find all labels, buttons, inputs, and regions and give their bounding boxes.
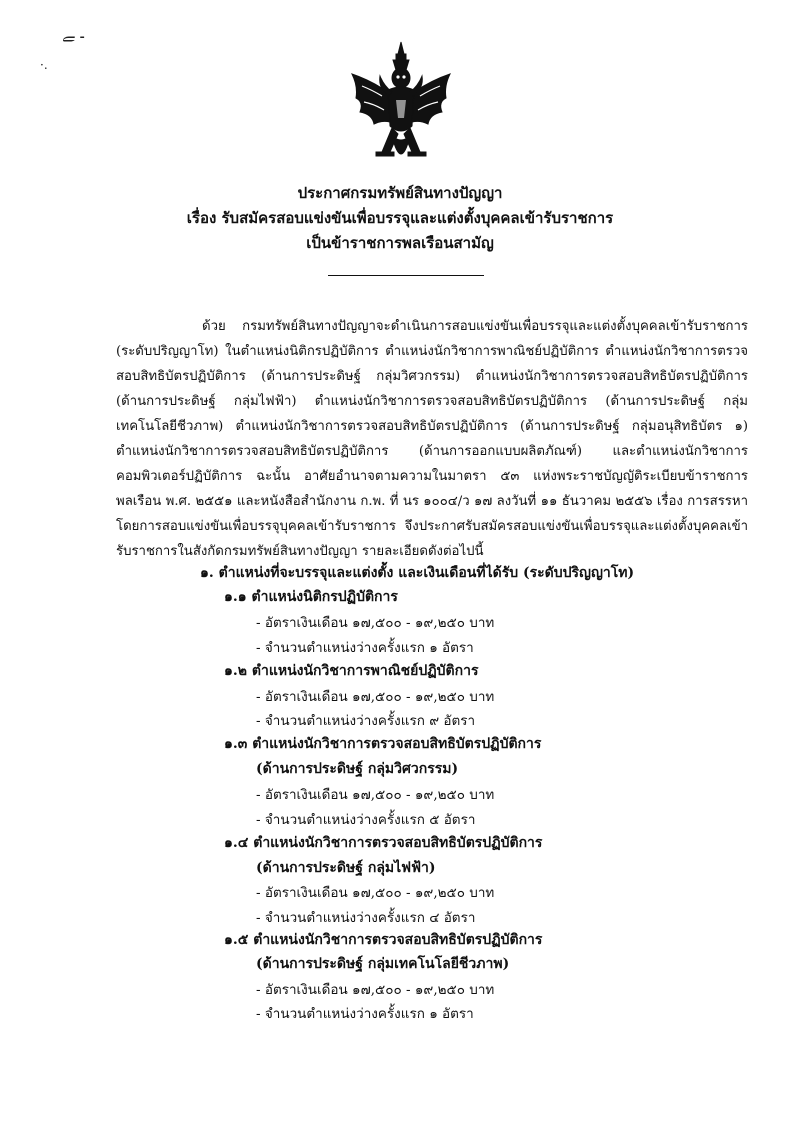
position-1-2-vacancy: - จำนวนตำแหน่งว่างครั้งแรก ๙ อัตรา <box>256 713 476 729</box>
position-1-5-subtitle: (ด้านการประดิษฐ์ กลุ่มเทคโนโลยีชีวภาพ) <box>256 956 510 972</box>
position-1-4-vacancy: - จำนวนตำแหน่งว่างครั้งแรก ๔ อัตรา <box>256 910 476 926</box>
position-1-3-title: ๑.๓ ตำแหน่งนักวิชาการตรวจสอบสิทธิบัตรปฏิบัติการ <box>224 736 542 752</box>
section-1-title: ๑. ตำแหน่งที่จะบรรจุและแต่งตั้ง และเงินเดือนที่ได้รับ (ระดับปริญญาโท) <box>200 565 635 581</box>
announcement-header <box>100 181 700 256</box>
scan-dot: ·. <box>40 58 48 72</box>
position-1-1-title: ๑.๑ ตำแหน่งนิติกรปฏิบัติการ <box>224 589 398 605</box>
header-line-2: เรื่อง รับสมัครสอบแข่งขันเพื่อบรรจุและแต่งตั้งบุคคลเข้ารับราชการ <box>186 209 614 227</box>
position-1-3-subtitle: (ด้านการประดิษฐ์ กลุ่มวิศวกรรม) <box>256 761 459 777</box>
garuda-emblem-icon <box>342 40 460 176</box>
position-1-5-salary: - อัตราเงินเดือน ๑๗,๕๐๐ - ๑๙,๒๕๐ บาท <box>256 982 495 998</box>
position-1-5-vacancy: - จำนวนตำแหน่งว่างครั้งแรก ๑ อัตรา <box>256 1006 474 1022</box>
position-1-1-vacancy: - จำนวนตำแหน่งว่างครั้งแรก ๑ อัตรา <box>256 640 474 656</box>
position-1-4-salary: - อัตราเงินเดือน ๑๗,๕๐๐ - ๑๙,๒๕๐ บาท <box>256 885 495 901</box>
body-paragraph: ด้วย กรมทรัพย์สินทางปัญญาจะดำเนินการสอบแข่งขันเพื่อบรรจุและแต่งตั้งบุคคลเข้ารับราชการ (ระดับปริญญาโท) ในตำแหน่งนิติกรปฏิบัติการ ตำแหน่งนักวิชาการพาณิชย์ปฏิบัติการ ตำแหน่งนักวิชาการตรวจสอบสิทธิบัตรปฏิบัติการ (ด้านการประดิษฐ์ กลุ่มวิศวกรรม) ตำแหน่งนักวิชาการตรวจสอบสิทธิบัตรปฏิบัติการ (ด้านการประดิษฐ์ กลุ่มไฟฟ้า) ตำแหน่งนักวิชาการตรวจสอบสิทธิบัตรปฏิบัติการ (ด้านการประดิษฐ์ กลุ่มเทคโนโลยีชีวภาพ) ตำแหน่งนักวิชาการตรวจสอบสิทธิบัตรปฏิบัติการ (ด้านการประดิษฐ์ กลุ่มอนุสิทธิบัตร ๑) ตำแหน่งนักวิชาการตรวจสอบสิทธิบัตรปฏิบัติการ (ด้านการออกแบบผลิตภัณฑ์) และตำแหน่งนักวิชาการคอมพิวเตอร์ปฏิบัติการ ฉะนั้น อาศัยอำนาจตามความในมาตรา ๕๓ แห่งพระราชบัญญัติระเบียบข้าราชการพลเรือน พ.ศ. ๒๕๕๑ และหนังสือสำนักงาน ก.พ. ที่ นร ๑๐๐๔/ว ๑๗ ลงวันที่ ๑๑ ธันวาคม ๒๕๕๖ เรื่อง การสรรหาโดยการสอบแข่งขันเพื่อบรรจุบุคคลเข้ารับราชการ จึงประกาศรับสมัครสอบแข่งขันเพื่อบรรจุและแต่งตั้งบุคคลเข้ารับราชการในสังกัดกรมทรัพย์สินทางปัญญา รายละเอียดดังต่อไปนี้ <box>116 319 748 559</box>
position-1-3-salary: - อัตราเงินเดือน ๑๗,๕๐๐ - ๑๙,๒๕๐ บาท <box>256 787 495 803</box>
scan-mark: ـ ﮯ <box>62 22 84 43</box>
header-line-3: เป็นข้าราชการพลเรือนสามัญ <box>306 234 494 252</box>
position-1-4-title: ๑.๔ ตำแหน่งนักวิชาการตรวจสอบสิทธิบัตรปฏิบัติการ <box>224 835 543 851</box>
position-1-2-salary: - อัตราเงินเดือน ๑๗,๕๐๐ - ๑๙,๒๕๐ บาท <box>256 689 495 705</box>
position-1-2-title: ๑.๒ ตำแหน่งนักวิชาการพาณิชย์ปฏิบัติการ <box>224 663 479 679</box>
position-1-3-vacancy: - จำนวนตำแหน่งว่างครั้งแรก ๕ อัตรา <box>256 812 476 828</box>
body-paragraph-container <box>116 314 748 564</box>
header-line-1: ประกาศกรมทรัพย์สินทางปัญญา <box>297 184 503 202</box>
position-1-4-subtitle: (ด้านการประดิษฐ์ กลุ่มไฟฟ้า) <box>256 860 436 876</box>
position-1-1-salary: - อัตราเงินเดือน ๑๗,๕๐๐ - ๑๙,๒๕๐ บาท <box>256 615 495 631</box>
position-1-5-title: ๑.๕ ตำแหน่งนักวิชาการตรวจสอบสิทธิบัตรปฏิบัติการ <box>224 932 543 948</box>
header-divider <box>328 275 484 276</box>
